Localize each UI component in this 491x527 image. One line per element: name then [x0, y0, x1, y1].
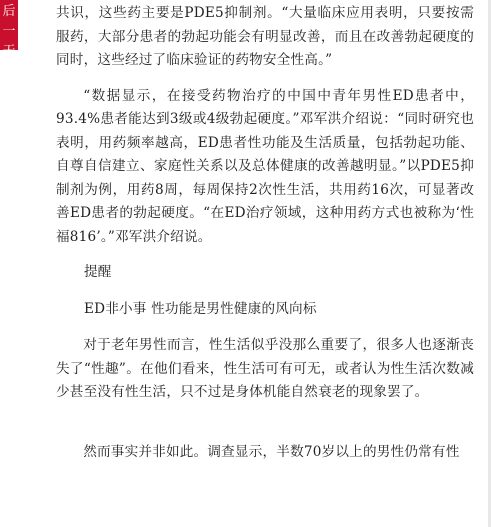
paragraph-1: 共识，这些药主要是PDE5抑制剂。“大量临床应用表明，只要按需服药，大部分患者的勃起功能会有明显改善，而且在改善勃起硬度的同时，这些经过了临床验证的药物安全性高。”: [56, 5, 474, 68]
paragraph-2: “数据显示，在接受药物治疗的中国中青年男性ED患者中，93.4%患者能达到3级或4级勃起硬度。”邓军洪介绍说：“同时研究也表明，用药频率越高，ED患者性功能及生活质量，包括勃起功能、自尊自信建立、家庭性关系以及总体健康的改善越明显。”以PDE5抑制剂为例，用药8周，每周保持2次性生活，共用药16次，可显著改善ED患者的勃起硬度。“在ED治疗领域，这种用药方式也被称为‘性福816’。”邓军洪介绍说。: [56, 87, 474, 245]
side-tab-char-1: 后: [2, 4, 16, 19]
side-tab[interactable]: [0, 0, 18, 59]
article-body: [56, 2, 474, 464]
paragraph-4: 然而事实并非如此。调查显示，半数70岁以上的男性仍常有性: [83, 443, 460, 460]
side-tab-char-2: 一天: [2, 24, 16, 59]
subheading-reminder: 提醒: [84, 264, 112, 280]
subheading-ed-health: ED非小事 性功能是男性健康的风向标: [84, 300, 317, 317]
paragraph-3: 对于老年男性而言，性生活似乎没那么重要了，很多人也逐渐丧失了“性趣”。在他们看来，性生活可有可无，或者认为性生活次数减少甚至没有性生活，只不过是身体机能自然衰老的现象罢了。: [56, 337, 474, 400]
